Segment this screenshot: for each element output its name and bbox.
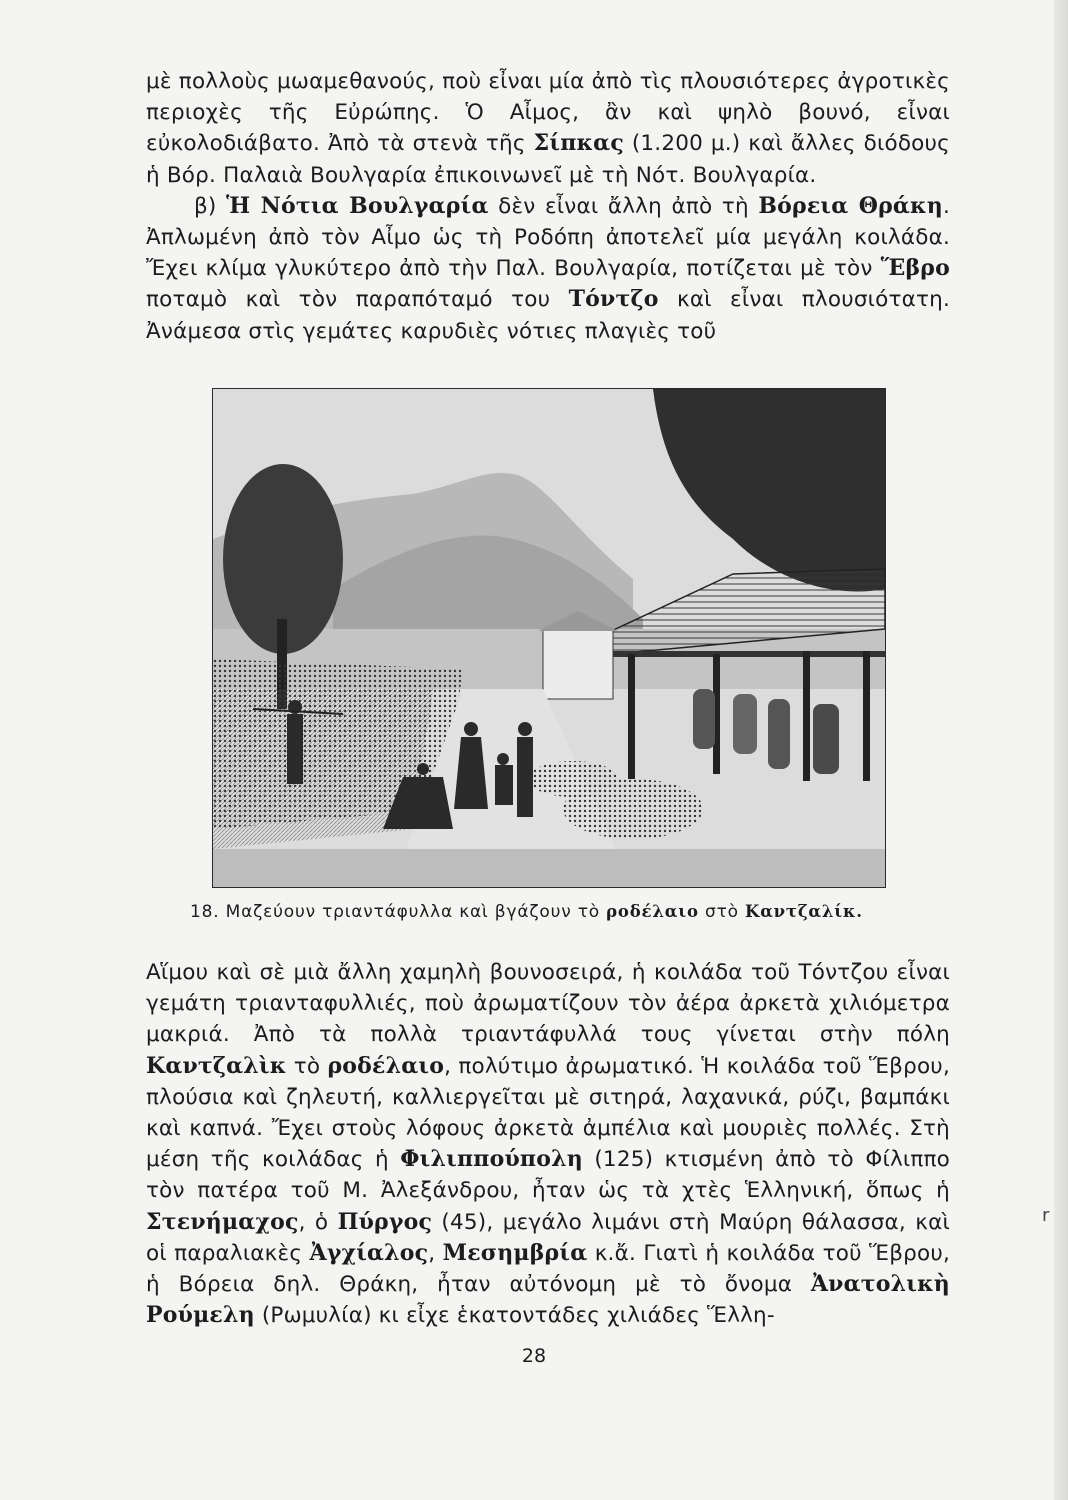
bold-term-philippoupoli: Φιλιππούπολη [400,1146,583,1173]
bold-term-sipka: Σίπκας [533,130,624,157]
bold-term-pyrgos: Πύργος [337,1208,433,1235]
paragraph-1 [146,66,950,191]
rose-harvest-engraving [213,389,885,887]
bold-term-stenimachos: Στενήμαχος [146,1208,299,1235]
text-segment: (1.200 μ.) καὶ ἄλλες διόδους ἡ Βόρ. Παλαιὰ Βουλγαρία ἐπικοινωνεῖ μὲ τὴ Νότ. Βουλγαρία. [146,131,950,188]
page-edge [1054,0,1068,1500]
text-segment: δὲν εἶναι ἄλλη ἀπὸ τὴ [488,193,759,219]
text-segment: τὸ [286,1053,328,1079]
bold-term-north-thrace: Βόρεια Θράκη [758,192,943,219]
bold-term-evros: Ἕβρο [880,255,950,282]
caption-bold-kazanlak: Καντζαλίκ. [745,902,863,921]
caption-segment: 18. Μαζεύουν τριαντάφυλλα καὶ βγάζουν τὸ [190,902,607,922]
text-segment: ποταμὸ καὶ τὸν παραπόταμό του [146,287,569,313]
text-segment: (Ρωμυλία) κι εἶχε ἑκατοντάδες χιλιάδες Ἕλλη- [254,1303,775,1329]
text-segment: , πολύτιμο ἀρωματικό. Ἡ κοιλάδα τοῦ Ἕβρου, πλούσια καὶ ζηλευτή, καλλιεργεῖται μὲ σιτηρά, λαχανικά, ρύζι, βαμπάκι καὶ καπνά. Ἔχει στοὺς λόφους ἀρκετὰ ἀμπέλια καὶ μουριὲς πολλές. Στὴ μέση τῆς κοιλάδας ἡ [146,1053,950,1173]
text-segment: , ὁ [298,1209,338,1235]
text-segment: β) [194,193,227,219]
page-number: 28 [521,1345,547,1367]
bold-term-kazanlak: Καντζαλὶκ [146,1052,287,1079]
bold-term-anchialos: Ἀγχίαλος [309,1239,429,1266]
text-segment: καὶ εἶναι πλουσιότατη. Ἀνάμεσα στὶς γεμάτες καρυδιὲς νότιες πλαγιὲς τοῦ [146,287,951,344]
bold-term-eastern-rumelia: Ἀνατολικὴ Ρούμελη [146,1271,950,1329]
text-segment: . Ἀπλωμένη ἀπὸ τὸν Αἶμο ὡς τὴ Ροδόπη ἀποτελεῖ μία μεγάλη κοιλάδα. Ἔχει κλίμα γλυκύτερο ἀπὸ τὴν Παλ. Βουλγαρία, ποτίζεται μὲ τὸν [146,193,950,282]
text-segment: μὲ πολλοὺς μωαμεθανούς, ποὺ εἶναι μία ἀπὸ τὶς πλουσιότερες ἀγροτικὲς περιοχὲς τῆς Εὐρώπης. Ὁ Αἶμος, ἂν καὶ ψηλὸ βουνό, εἶναι εὐκολοδιάβατο. Ἀπὸ τὰ στενὰ τῆς [146,69,950,157]
paragraph-2 [146,191,950,347]
caption-bold-rose-oil: ροδέλαιο [606,902,699,921]
bold-term-rose-oil: ροδέλαιο [327,1052,445,1079]
text-segment: (125) κτισμένη ἀπὸ τὸ Φίλιππο τὸν πατέρα τοῦ Μ. Ἀλεξάνδρου, ἦταν ὡς τὰ χτὲς Ἑλληνική, ὅπως ἡ [146,1147,950,1204]
caption-segment: στὸ [698,902,746,922]
top-text-block [146,66,950,347]
figure-illustration [212,388,886,888]
bold-term-tontzos: Τόντζο [568,286,659,313]
bold-term-south-bulgaria: Ἡ Νότια Βουλγαρία [226,192,489,219]
text-segment: Αἵμου καὶ σὲ μιὰ ἄλλη χαμηλὴ βουνοσειρά, ἡ κοιλάδα τοῦ Τόντζου εἶναι γεμάτη τριανταφυλλιές, ποὺ ἀρωματίζουν τὸν ἀέρα ἀρκετὰ χιλιόμετρα μακριά. Ἀπὸ τὰ πολλὰ τριαντάφυλλά τους γίνεται στὴν πόλη [146,960,950,1048]
figure-caption [190,902,950,922]
bold-term-mesimvria: Μεσημβρία [442,1239,588,1266]
margin-mark: r [1042,1205,1050,1226]
bottom-text-block [146,957,950,1331]
paragraph-3 [146,957,950,1331]
text-segment: , [428,1240,443,1266]
text-segment: κ.ἄ. Γιατὶ ἡ κοιλάδα τοῦ Ἕβρου, ἡ Βόρεια δηλ. Θράκη, ἦταν αὐτόνομη μὲ τὸ ὄνομα [146,1240,951,1298]
text-segment: (45), μεγάλο λιμάνι στὴ Μαύρη θάλασσα, καὶ οἱ παραλιακὲς [146,1209,950,1266]
